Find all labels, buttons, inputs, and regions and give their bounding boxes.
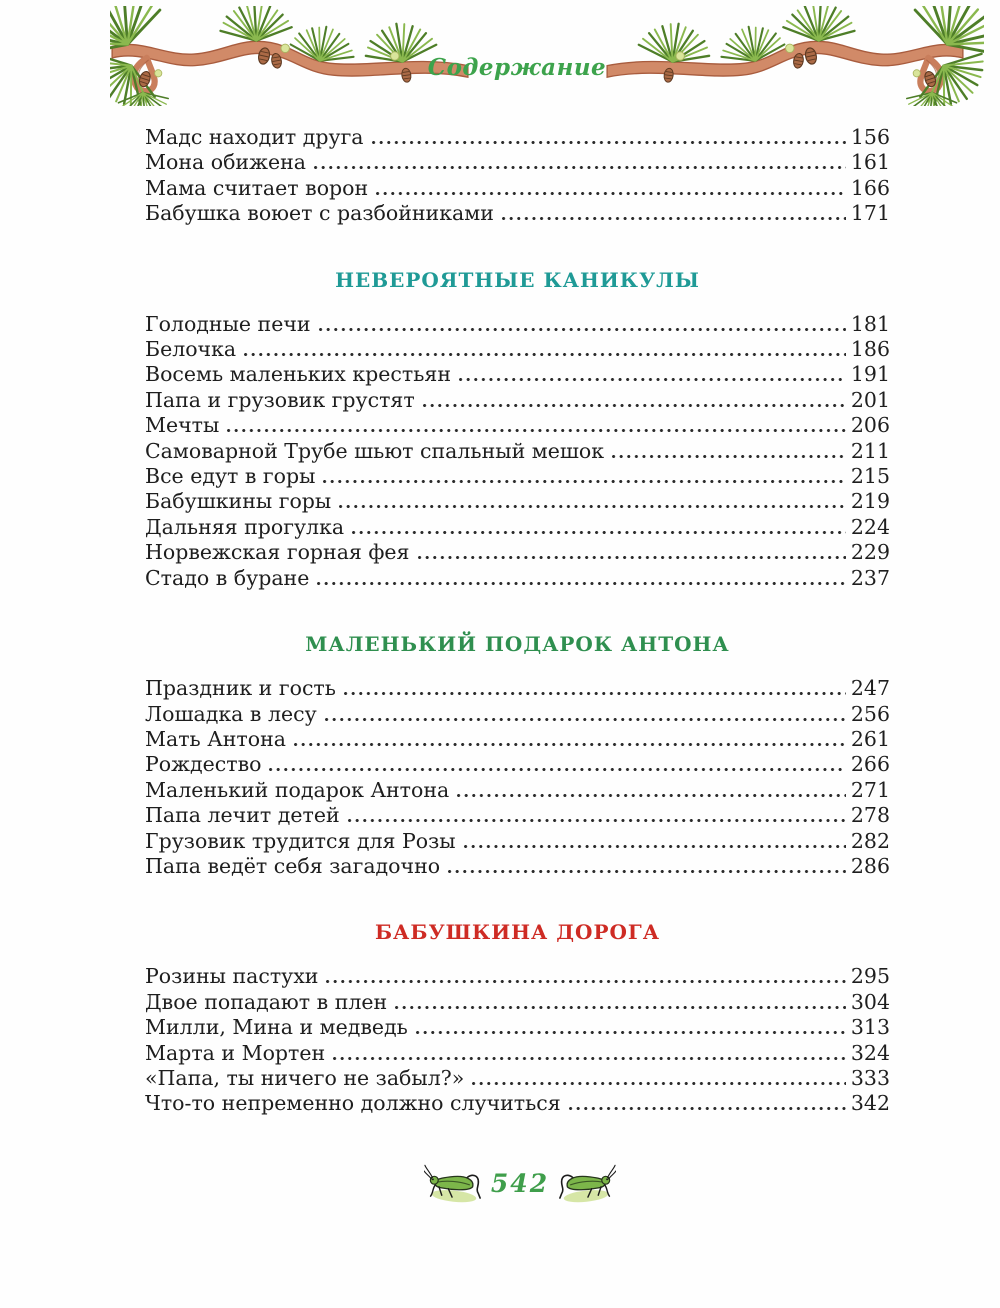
toc-entry [145,854,890,879]
toc-entry-title: Мадс находит друга [145,125,364,149]
toc-entry-page-number: 166 [850,175,890,200]
toc-entry [145,829,890,854]
toc-entry [145,1041,890,1066]
toc-entry-page-number: 247 [850,676,890,701]
toc-entry-page-number: 333 [850,1065,890,1090]
toc-entry [145,150,890,175]
dot-leader [612,455,846,458]
toc-entry-page-number: 201 [850,387,890,412]
toc-entry-page-number: 324 [850,1040,890,1065]
toc-entry-page-number: 181 [850,311,890,336]
toc-entry-title: Папа ведёт себя загадочно [145,853,441,878]
toc-entry [145,464,890,489]
dot-leader [423,404,846,407]
toc-entry [145,439,890,464]
toc-entry-title: Дальняя прогулка [145,514,345,539]
dot-leader [372,141,846,144]
dot-leader [464,845,846,848]
toc-entry-page-number: 271 [850,777,890,802]
dot-leader [459,378,846,381]
toc-entry [145,388,890,413]
toc-entry [145,676,890,701]
dot-leader [395,1006,846,1009]
dot-leader [319,328,846,331]
dot-leader [457,794,846,797]
toc-entry-title: Мать Антона [145,726,286,751]
toc-entry-page-number: 211 [850,438,890,463]
dot-leader [317,582,846,585]
toc-entry [145,964,890,989]
toc-entry [145,540,890,565]
toc-entry [145,990,890,1015]
toc-entry [145,803,890,828]
dot-leader [348,819,846,822]
grasshopper-right-icon [558,1162,616,1206]
toc-entry [145,1066,890,1091]
toc-entry [145,125,890,150]
toc-entry-title: Марта и Мортен [145,1040,326,1065]
toc-entry [145,362,890,387]
toc-entry [145,337,890,362]
toc-entry [145,413,890,438]
toc-group-0 [145,125,890,227]
dot-leader [339,505,846,508]
dot-leader [325,718,846,721]
toc-entry-title: Грузовик трудится для Розы [145,828,456,853]
toc-entry-title: Бабушкины горы [145,489,332,514]
dot-leader [269,768,845,771]
toc-entry-page-number: 206 [850,413,890,438]
toc-entry [145,312,890,337]
toc-entry-page-number: 229 [850,540,890,565]
section-heading-incredible-holidays: НЕВЕРОЯТНЫЕ КАНИКУЛЫ [335,267,700,292]
toc-entry [145,1091,890,1116]
toc-entry [145,727,890,752]
toc-entry-page-number: 278 [850,803,890,828]
dot-leader [344,692,846,695]
toc-entry-page-number: 237 [850,565,890,590]
toc-entry-page-number: 295 [850,964,890,989]
toc-entry-title: Лошадка в лесу [145,701,317,726]
toc-entry-title: Папа лечит детей [145,803,340,828]
page-header [0,0,1000,112]
toc-entry [145,176,890,201]
toc-entry-title: Все едут в горы [145,464,316,489]
section-heading-antons-little-gift: МАЛЕНЬКИЙ ПОДАРОК АНТОНА [305,632,730,657]
page-footer [20,1162,1000,1206]
toc-group-1 [145,312,890,591]
toc-entry-page-number: 156 [850,125,890,149]
toc-entry-title: «Папа, ты ничего не забыл?» [145,1065,465,1090]
grasshopper-left-icon [424,1162,482,1206]
toc-entry-title: Мона обижена [145,150,306,175]
dot-leader [376,192,846,195]
dot-leader [227,429,846,432]
toc-entry-title: Мама считает ворон [145,175,369,200]
toc-entry [145,1015,890,1040]
dot-leader [448,870,846,873]
toc-entry [145,752,890,777]
toc-entry-page-number: 186 [850,337,890,362]
toc-entry-page-number: 215 [850,464,890,489]
toc-entry [145,489,890,514]
toc-entry [145,515,890,540]
toc-entry-title: Бабушка воюет с разбойниками [145,201,494,226]
toc-entry-page-number: 161 [850,150,890,175]
toc-entry-title: Розины пастухи [145,964,319,989]
toc-entry-title: Белочка [145,337,237,362]
contents-title: Содержание [427,54,607,81]
toc-entry-page-number: 224 [850,514,890,539]
toc-entry-page-number: 266 [850,752,890,777]
toc-entry-page-number: 261 [850,726,890,751]
toc-group-2 [145,676,890,879]
toc-entry-page-number: 282 [850,828,890,853]
toc-entry-page-number: 171 [850,201,890,226]
toc-entry-page-number: 304 [850,989,890,1014]
dot-leader [326,980,845,983]
toc-entry-title: Двое попадают в плен [145,989,388,1014]
dot-leader [472,1082,846,1085]
table-of-contents [0,112,1000,1117]
toc-entry-page-number: 191 [850,362,890,387]
dot-leader [418,556,846,559]
dot-leader [323,480,845,483]
toc-entry-title: Стадо в буране [145,565,310,590]
toc-entry-page-number: 342 [850,1091,890,1116]
toc-entry-title: Мечты [145,413,220,438]
toc-entry-title: Праздник и гость [145,676,336,701]
toc-entry [145,566,890,591]
toc-entry-page-number: 219 [850,489,890,514]
toc-entry-page-number: 286 [850,853,890,878]
toc-entry [145,702,890,727]
toc-group-3 [145,964,890,1116]
toc-entry-title: Что-то непременно должно случиться [145,1091,561,1116]
toc-entry-title: Голодные печи [145,311,311,336]
toc-entry [145,201,890,226]
toc-entry-title: Папа и грузовик грустят [145,387,415,412]
dot-leader [569,1107,846,1110]
dot-leader [416,1031,846,1034]
dot-leader [314,166,846,169]
toc-entry [145,778,890,803]
section-heading-grandmas-road: БАБУШКИНА ДОРОГА [374,920,661,945]
toc-entry-title: Маленький подарок Антона [145,777,450,802]
dot-leader [333,1057,846,1060]
dot-leader [502,217,846,220]
toc-entry-page-number: 256 [850,701,890,726]
toc-entry-page-number: 313 [850,1015,890,1040]
dot-leader [294,743,846,746]
toc-entry-title: Рождество [145,752,262,777]
toc-entry-title: Милли, Мина и медведь [145,1015,408,1040]
toc-entry-title: Восемь маленьких крестьян [145,362,451,387]
dot-leader [352,531,846,534]
toc-entry-title: Норвежская горная фея [145,540,410,565]
dot-leader [244,353,846,356]
folio-page-number: 542 [490,1169,550,1199]
toc-entry-title: Самоварной Трубе шьют спальный мешок [145,438,605,463]
